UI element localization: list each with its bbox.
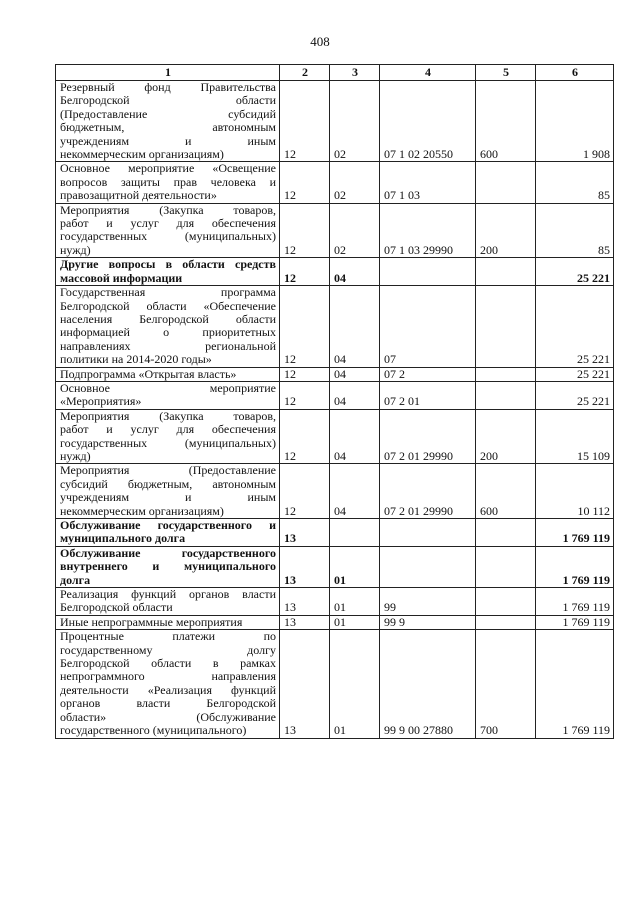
page-number: 408 [310, 34, 330, 49]
row-c4-cell: 07 2 01 29990 [380, 409, 476, 464]
table-row [56, 519, 614, 547]
row-c4-cell: 07 1 03 [380, 162, 476, 203]
row-c3-cell: 02 [330, 203, 380, 258]
row-name-line: государственному долгу [60, 642, 276, 657]
row-c4-cell: 99 9 00 27880 [380, 630, 476, 738]
row-name-cell [56, 588, 280, 616]
row-name-line: Основное мероприятие [60, 380, 276, 395]
row-name-line: Мероприятия (Предоставление [60, 463, 276, 478]
row-name-line: муниципального долга [60, 531, 186, 546]
row-name-line: деятельности «Реализация функций [60, 682, 276, 697]
row-c4-cell: 99 9 [380, 615, 476, 629]
table-row [56, 286, 614, 367]
row-c2-cell: 12 [280, 81, 330, 162]
row-name-line: Обслуживание государственного [60, 545, 276, 560]
row-name-line: политики на 2014-2020 годы» [60, 352, 212, 367]
row-name-line: Процентные платежи по [60, 629, 276, 644]
row-c3-cell: 01 [330, 630, 380, 738]
row-name-line: нужд) [60, 448, 91, 463]
row-c4-cell [380, 519, 476, 547]
row-name-cell [56, 409, 280, 464]
row-c6-cell: 15 109 [536, 409, 614, 464]
table-body [56, 81, 614, 739]
row-name-line: Реализация функций органов власти [60, 587, 276, 602]
row-c2-cell: 12 [280, 203, 330, 258]
table-row [56, 367, 614, 381]
row-name-line: населения Белгородской области [60, 311, 276, 326]
row-c5-cell: 600 [476, 464, 536, 519]
row-c5-cell: 600 [476, 81, 536, 162]
row-c6-cell: 85 [536, 162, 614, 203]
row-c2-cell: 12 [280, 258, 330, 286]
row-c6-cell: 25 221 [536, 381, 614, 409]
header-cell-4: 4 [380, 65, 476, 81]
row-name-line: некоммерческим организациям) [60, 503, 224, 518]
row-c5-cell [476, 162, 536, 203]
row-c2-cell: 13 [280, 519, 330, 547]
row-c3-cell [330, 519, 380, 547]
row-c3-cell: 01 [330, 546, 380, 587]
row-name-line: некоммерческим организациям) [60, 147, 224, 162]
row-name-line: государственных (муниципальных) [60, 435, 276, 450]
table-row [56, 615, 614, 629]
row-c3-cell: 02 [330, 162, 380, 203]
table-row [56, 588, 614, 616]
row-c2-cell: 13 [280, 615, 330, 629]
row-c5-cell: 200 [476, 203, 536, 258]
row-c6-cell: 1 769 119 [536, 630, 614, 738]
table-row [56, 162, 614, 203]
row-c5-cell [476, 286, 536, 367]
row-name-cell [56, 381, 280, 409]
row-name-cell [56, 81, 280, 162]
table-row [56, 203, 614, 258]
row-c6-cell: 85 [536, 203, 614, 258]
row-c5-cell: 700 [476, 630, 536, 738]
row-name-line: направлениях региональной [60, 338, 276, 353]
row-name-line: Белгородской области в рамках [60, 656, 276, 671]
row-name-line: Мероприятия (Закупка товаров, [60, 202, 276, 217]
row-c5-cell [476, 367, 536, 381]
table-row [56, 630, 614, 738]
row-c3-cell: 01 [330, 615, 380, 629]
row-name-line: Резервный фонд Правительства [60, 80, 276, 94]
header-cell-5: 5 [476, 65, 536, 81]
row-name-line: нужд) [60, 242, 91, 257]
row-c5-cell [476, 519, 536, 547]
row-name-line: государственных (муниципальных) [60, 229, 276, 244]
row-c2-cell: 12 [280, 409, 330, 464]
row-c6-cell: 25 221 [536, 258, 614, 286]
row-c6-cell: 1 769 119 [536, 519, 614, 547]
row-name-cell [56, 630, 280, 738]
row-name-line: работ и услуг для обеспечения [60, 422, 276, 437]
row-name-line: учреждениям и иным [60, 490, 276, 505]
row-c4-cell [380, 258, 476, 286]
header-cell-1: 1 [56, 65, 280, 81]
row-c4-cell: 07 1 03 29990 [380, 203, 476, 258]
row-c5-cell [476, 546, 536, 587]
row-name-line: Основное мероприятие «Освещение [60, 161, 276, 176]
row-c6-cell: 1 908 [536, 81, 614, 162]
row-c5-cell [476, 381, 536, 409]
header-cell-3: 3 [330, 65, 380, 81]
row-c4-cell: 07 2 01 [380, 381, 476, 409]
row-c5-cell [476, 258, 536, 286]
row-name-cell [56, 286, 280, 367]
row-name-line: Белгородской области [60, 93, 276, 108]
row-name-line: внутреннего и муниципального [60, 559, 276, 574]
row-c2-cell: 12 [280, 162, 330, 203]
row-c3-cell: 04 [330, 381, 380, 409]
row-c5-cell [476, 588, 536, 616]
table-row [56, 546, 614, 587]
row-c3-cell: 04 [330, 367, 380, 381]
row-c4-cell: 99 [380, 588, 476, 616]
table-row [56, 258, 614, 286]
row-name-line: вопросов защиты прав человека и [60, 174, 276, 189]
row-name-cell [56, 367, 280, 381]
row-name-line: Государственная программа [60, 285, 276, 300]
row-c2-cell: 12 [280, 367, 330, 381]
row-name-cell [56, 258, 280, 286]
row-c4-cell [380, 546, 476, 587]
row-name-line: области» (Обслуживание [60, 709, 276, 724]
table-row [56, 409, 614, 464]
row-name-line: Белгородской области «Обеспечение [60, 298, 276, 313]
row-c2-cell: 12 [280, 464, 330, 519]
row-name-line: учреждениям и иным [60, 133, 276, 148]
row-name-cell [56, 546, 280, 587]
row-name-line: субсидий бюджетным, автономным [60, 476, 276, 491]
header-cell-2: 2 [280, 65, 330, 81]
row-name-line: работ и услуг для обеспечения [60, 216, 276, 231]
row-name-line: долга [60, 572, 91, 587]
row-name-line: непрограммного направления [60, 669, 276, 684]
table-row [56, 381, 614, 409]
row-c4-cell: 07 2 [380, 367, 476, 381]
row-name-cell [56, 162, 280, 203]
row-c3-cell: 04 [330, 286, 380, 367]
row-name-cell [56, 203, 280, 258]
row-name-cell [56, 615, 280, 629]
budget-table [55, 64, 614, 739]
table-row [56, 464, 614, 519]
row-c3-cell: 04 [330, 258, 380, 286]
row-name-line: Другие вопросы в области средств [60, 257, 276, 272]
header-row [56, 65, 614, 81]
row-c3-cell: 01 [330, 588, 380, 616]
row-name-line: Иные непрограммные мероприятия [60, 614, 243, 629]
row-c5-cell: 200 [476, 409, 536, 464]
row-c3-cell: 02 [330, 81, 380, 162]
row-name-line: (Предоставление субсидий [60, 106, 276, 121]
row-name-cell [56, 464, 280, 519]
row-c4-cell: 07 1 02 20550 [380, 81, 476, 162]
row-c6-cell: 25 221 [536, 367, 614, 381]
row-c2-cell: 13 [280, 546, 330, 587]
row-name-line: «Мероприятия» [60, 394, 142, 409]
row-name-line: Подпрограмма «Открытая власть» [60, 366, 237, 381]
row-c5-cell [476, 615, 536, 629]
row-c6-cell: 1 769 119 [536, 588, 614, 616]
row-c6-cell: 1 769 119 [536, 615, 614, 629]
row-name-line: государственного (муниципального) [60, 723, 247, 738]
row-name-line: информацией о приоритетных [60, 325, 276, 340]
row-name-line: массовой информации [60, 270, 183, 285]
header-cell-6: 6 [536, 65, 614, 81]
row-name-line: правозащитной деятельности» [60, 188, 217, 203]
row-c6-cell: 25 221 [536, 286, 614, 367]
row-c4-cell: 07 [380, 286, 476, 367]
row-c2-cell: 12 [280, 286, 330, 367]
row-c4-cell: 07 2 01 29990 [380, 464, 476, 519]
row-c2-cell: 12 [280, 381, 330, 409]
row-c3-cell: 04 [330, 464, 380, 519]
row-c2-cell: 13 [280, 630, 330, 738]
row-name-line: Мероприятия (Закупка товаров, [60, 408, 276, 423]
row-c3-cell: 04 [330, 409, 380, 464]
row-name-line: Белгородской области [60, 600, 173, 615]
row-name-line: Обслуживание государственного и [60, 518, 276, 532]
row-name-line: бюджетным, автономным [60, 120, 276, 135]
table-row [56, 81, 614, 162]
row-c2-cell: 13 [280, 588, 330, 616]
row-name-cell [56, 519, 280, 547]
row-c6-cell: 1 769 119 [536, 546, 614, 587]
row-name-line: органов власти Белгородской [60, 696, 276, 711]
row-c6-cell: 10 112 [536, 464, 614, 519]
